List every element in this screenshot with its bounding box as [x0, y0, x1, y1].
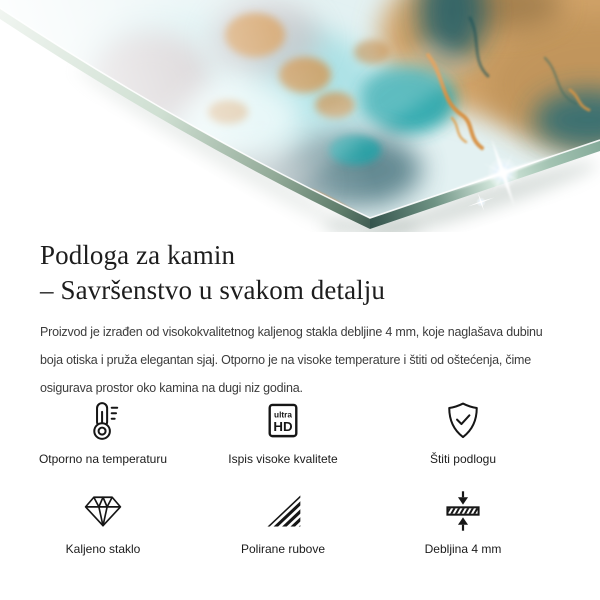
diamond-icon: [81, 487, 125, 534]
description-line: boja otiska i pruža elegantan sjaj. Otporno je na visoke temperature i štiti od oštećenja, čime: [40, 353, 531, 367]
ultra-hd-text-hd: HD: [273, 418, 293, 434]
feature-tempered-glass: [13, 487, 193, 556]
feature-label: Otporno na temperaturu: [38, 452, 168, 466]
feature-grid: [13, 397, 553, 556]
page-title-line-2: – Savršenstvo u svakom detalju: [40, 274, 385, 305]
compress-thickness-icon: [441, 487, 485, 534]
hero-product-image-section: [0, 0, 600, 232]
product-description: [40, 318, 560, 402]
feature-polished-edges: [193, 487, 373, 556]
polished-edges-icon: [261, 487, 305, 534]
description-line: osigurava prostor oko kamina na dugi niz godina.: [40, 381, 303, 395]
page-title-line-1: Podloga za kamin: [40, 240, 236, 270]
feature-protects-floor: [373, 397, 553, 466]
feature-label: Štiti podlogu: [429, 452, 497, 466]
shield-check-icon: [441, 397, 485, 444]
page-title: [40, 238, 560, 307]
feature-label: Ispis visoke kvalitete: [228, 452, 338, 466]
product-description-section: [0, 238, 600, 402]
feature-label: Polirane rubove: [240, 542, 326, 556]
feature-label: Kaljeno staklo: [65, 542, 141, 556]
feature-print-quality: [193, 397, 373, 466]
ultra-hd-text-ultra: ultra: [274, 409, 292, 419]
thermometer-icon: [81, 397, 125, 444]
feature-temperature-resistant: [13, 397, 193, 466]
description-line: Proizvod je izrađen od visokokvalitetnog kaljenog stakla debljine 4 mm, koje naglašava dubinu: [40, 325, 543, 339]
feature-thickness: [373, 487, 553, 556]
ultra-hd-icon: [261, 397, 305, 444]
product-image: [0, 0, 600, 232]
feature-label: Debljina 4 mm: [424, 542, 502, 556]
